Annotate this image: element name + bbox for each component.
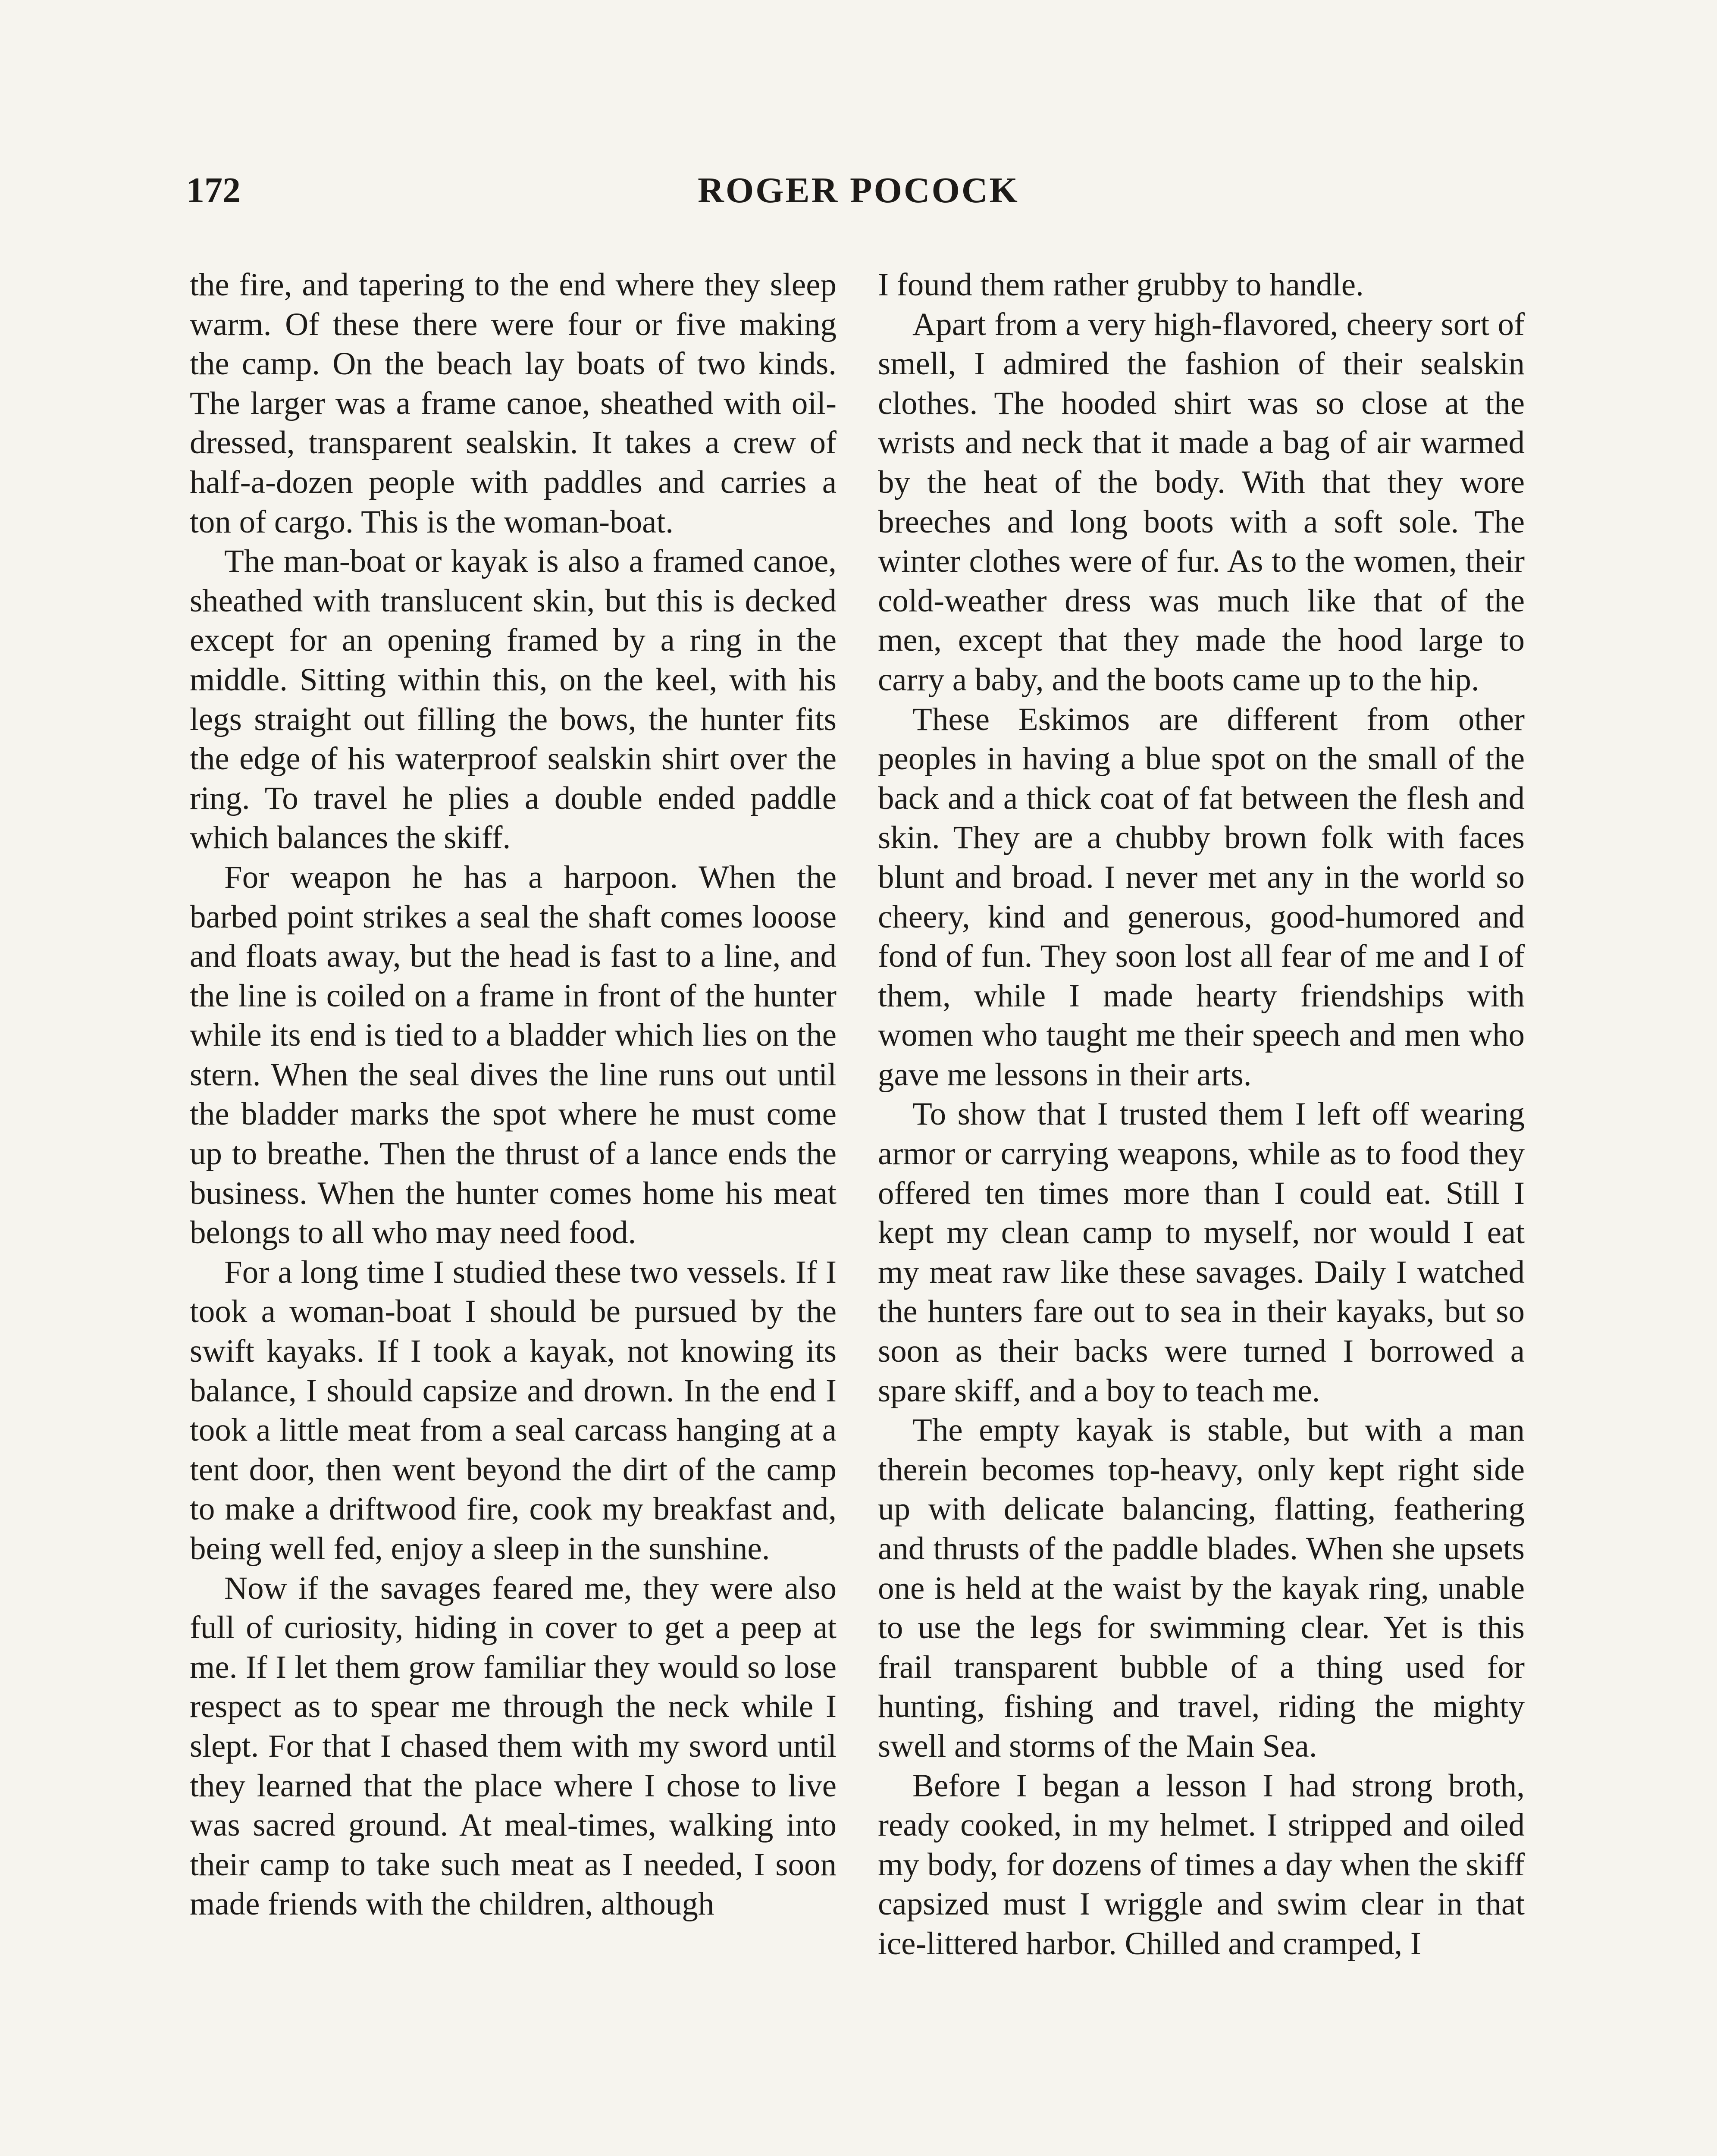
paragraph: the fire, and tapering to the end where they sleep warm. Of these there were four or five making the camp. On the beach lay boats of two kinds. The larger was a frame canoe, sheathed with oil-dressed, transparent sealskin. It takes a crew of half-a-dozen people with paddles and carries a ton of cargo. This is the woman-boat.	[190, 267, 837, 540]
paragraph: The man-boat or kayak is also a framed canoe, sheathed with translucent skin, but this is decked except for an opening framed by a ring in the middle. Sitting within this, on the keel, with his legs straight out filling the bows, the hunter fits the edge of his waterproof sealskin shirt over the ring. To travel he plies a double ended paddle which balances the skiff.	[190, 543, 837, 856]
page-number: 172	[186, 170, 241, 210]
paragraph: To show that I trusted them I left off wearing armor or carrying weapons, while as to food they offered ten times more than I could eat. Still I kept my clean camp to myself, nor would I eat my meat raw like these savages. Daily I watched the hunters fare out to sea in their kayaks, but so soon as their backs were turned I borrowed a spare skiff, and a boy to teach me.	[878, 1096, 1525, 1409]
paragraph: Now if the savages feared me, they were also full of curiosity, hiding in cover to get a peep at me. If I let them grow familiar they would so lose respect as to spear me through the neck while I slept. For that I chased them with my sword until they learned that the place where I chose to live was sacred ground. At meal-times, walking into their camp to take such meat as I needed, I soon made friends with the children, although	[190, 1570, 837, 1922]
right-column	[878, 265, 1525, 1964]
paragraph: Before I began a lesson I had strong broth, ready cooked, in my helmet. I stripped and oiled my body, for dozens of times a day when the skiff capsized must I wriggle and swim clear in that ice-littered harbor. Chilled and cramped, I	[878, 1767, 1525, 1962]
running-head: ROGER POCOCK	[698, 170, 1019, 210]
paragraph: For weapon he has a harpoon. When the barbed point strikes a seal the shaft comes looose and floats away, but the head is fast to a line, and the line is coiled on a frame in front of the hunter while its end is tied to a bladder which lies on the stern. When the seal dives the line runs out until the bladder marks the spot where he must come up to breathe. Then the thrust of a lance ends the business. When the hunter comes home his meat belongs to all who may need food.	[190, 859, 837, 1251]
left-column	[190, 265, 837, 1924]
paragraph: These Eskimos are different from other peoples in having a blue spot on the small of the back and a thick coat of fat between the flesh and skin. They are a chubby brown folk with faces blunt and broad. I never met any in the world so cheery, kind and generous, good-humored and fond of fun. They soon lost all fear of me and I of them, while I made hearty friendships with women who taught me their speech and men who gave me lessons in their arts.	[878, 701, 1525, 1093]
paragraph: Apart from a very high-flavored, cheery sort of smell, I admired the fashion of their sealskin clothes. The hooded shirt was so close at the wrists and neck that it made a bag of air warmed by the heat of the body. With that they wore breeches and long boots with a soft sole. The winter clothes were of fur. As to the women, their cold-weather dress was much like that of the men, except that they made the hood large to carry a baby, and the boots came up to the hip.	[878, 306, 1525, 698]
paragraph: I found them rather grubby to handle.	[878, 267, 1364, 303]
paragraph: For a long time I studied these two vessels. If I took a woman-boat I should be pursued by the swift kayaks. If I took a kayak, not knowing its balance, I should capsize and drown. In the end I took a little meat from a seal carcass hanging at a tent door, then went beyond the dirt of the camp to make a driftwood fire, cook my breakfast and, being well fed, enjoy a sleep in the sunshine.	[190, 1254, 837, 1567]
paragraph: The empty kayak is stable, but with a man therein becomes top-heavy, only kept right side up with delicate balancing, flatting, feathering and thrusts of the paddle blades. When she upsets one is held at the waist by the kayak ring, unable to use the legs for swimming clear. Yet is this frail transparent bubble of a thing used for hunting, fishing and travel, riding the mighty swell and storms of the Main Sea.	[878, 1412, 1525, 1764]
